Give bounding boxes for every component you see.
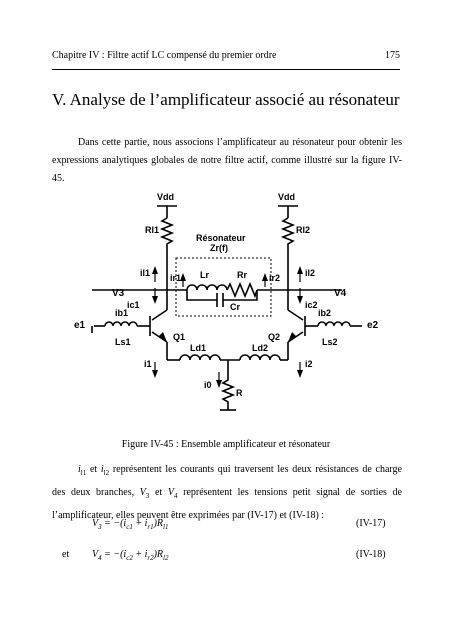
label-ir2: ir2 (269, 273, 281, 283)
label-ld2: Ld2 (252, 343, 269, 353)
label-resonator-z: Zr(f) (210, 243, 228, 253)
eq18-end-sub: l2 (163, 554, 169, 562)
v4-symbol: V (167, 487, 174, 498)
label-v4: V4 (334, 288, 347, 299)
il1-sub: l1 (80, 469, 87, 477)
label-v3: V3 (112, 288, 125, 299)
label-q1: Q1 (173, 332, 186, 342)
label-ls1: Ls1 (115, 337, 131, 347)
p2-text-2: représentent les courants qui traversent les deux résistances de charge des deux branches, (52, 464, 402, 498)
intro-paragraph (52, 134, 402, 188)
eq18-mid: + i (132, 549, 148, 560)
eq18-lhs-sub: 4 (98, 554, 102, 562)
label-ib1: ib1 (115, 308, 129, 318)
label-il2: il2 (305, 268, 316, 278)
label-i0: i0 (204, 380, 212, 390)
p2-text-4: représentent les tensions petit signal de sorties de l’amplificateur, elles peuvent être exprimées par (IV-17) et (IV-18) : (52, 487, 402, 521)
il2-symbol: i (100, 464, 104, 475)
il2-sub: l2 (103, 469, 110, 477)
label-ib2: ib2 (318, 308, 332, 318)
body-paragraph (52, 460, 402, 526)
label-resonator-title: Résonateur (196, 233, 246, 243)
eq18-b-sub: r2 (147, 554, 154, 562)
label-rl1: Rl1 (145, 225, 160, 235)
label-rr: Rr (237, 270, 248, 280)
label-e2: e2 (367, 320, 379, 331)
eq18-rhs: = −(i (101, 549, 127, 560)
p2-text-1: et (86, 464, 101, 475)
label-il1: il1 (140, 268, 151, 278)
eq18-end: )R (153, 549, 164, 560)
chapter-title: Chapitre IV : Filtre actif LC compensé du premier ordre (52, 50, 277, 61)
v4-sub: 4 (173, 492, 178, 500)
equation-iv-17 (92, 518, 169, 531)
eq17-rhs: = −(i (101, 518, 127, 529)
eq17-b-sub: r1 (147, 523, 154, 531)
circuit-diagram (52, 188, 404, 420)
p2-text-3: et (149, 487, 168, 498)
label-vdd-right: Vdd (278, 192, 295, 202)
label-ir1: ir1 (170, 273, 182, 283)
il1-symbol: i (78, 464, 81, 475)
label-ic1: ic1 (127, 300, 140, 310)
eq17-mid: + i (132, 518, 148, 529)
equation-prefix-et: et (62, 549, 70, 560)
section-title: V. Analyse de l’amplificateur associé au résonateur (52, 90, 400, 109)
eq17-lhs: V (92, 518, 99, 529)
label-r: R (236, 388, 243, 398)
intro-text: Dans cette partie, nous associons l’amplificateur au résonateur pour obtenir les expressions analytiques globales de notre filtre actif, comme illustré sur la figure IV-45. (52, 137, 402, 184)
eq18-lhs: V (92, 549, 99, 560)
figure-caption: Figure IV-45 : Ensemble amplificateur et résonateur (121, 439, 331, 450)
equation-number-iv-17: (IV-17) (356, 518, 386, 529)
label-i1: i1 (144, 359, 152, 369)
label-rl2: Rl2 (296, 225, 311, 235)
label-i2: i2 (305, 359, 313, 369)
eq17-end-sub: l1 (163, 523, 169, 531)
label-cr: Cr (230, 302, 241, 312)
label-lr: Lr (200, 270, 209, 280)
page-header (52, 50, 400, 66)
v3-sub: 3 (145, 492, 150, 500)
eq18-a-sub: c2 (126, 554, 133, 562)
equation-iv-18 (92, 549, 169, 562)
v3-symbol: V (139, 487, 146, 498)
label-ls2: Ls2 (322, 337, 338, 347)
header-rule (52, 69, 400, 70)
page-number: 175 (385, 50, 400, 61)
label-q2: Q2 (268, 332, 281, 342)
eq17-a-sub: c1 (126, 523, 133, 531)
label-e1: e1 (74, 320, 86, 331)
eq17-lhs-sub: 3 (98, 523, 102, 531)
eq17-end: )R (153, 518, 164, 529)
label-ic2: ic2 (305, 300, 318, 310)
equation-number-iv-18: (IV-18) (356, 549, 386, 560)
label-vdd-left: Vdd (157, 192, 174, 202)
label-ld1: Ld1 (190, 343, 207, 353)
